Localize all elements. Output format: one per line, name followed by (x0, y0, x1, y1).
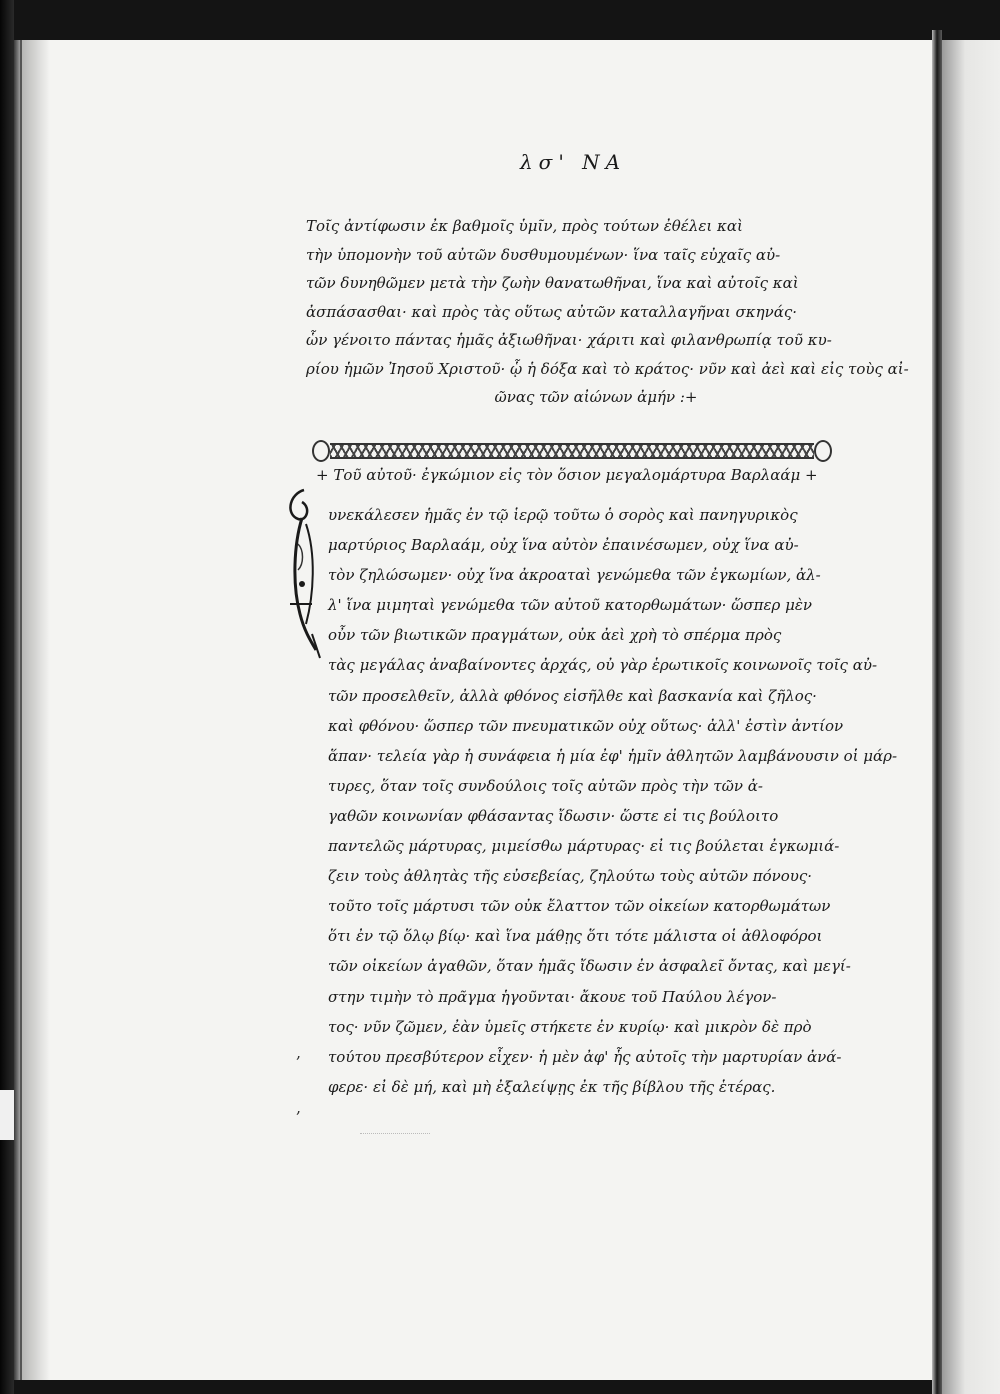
text-line: οὖν τῶν βιωτικῶν πραγμάτων, οὐκ ἀεὶ χρὴ τὸ σπέρμα πρὸς (328, 626, 782, 645)
folio-number: λσ' ΝΑ (520, 150, 627, 174)
text-line: λ' ἵνα μιμηταὶ γενώμεθα τῶν αὐτοῦ κατορθωμάτων· ὥσπερ μὲν (328, 596, 813, 615)
text-line: τὸν ζηλώσωμεν· οὐχ ἵνα ἀκροαταὶ γενώμεθα τῶν ἐγκωμίων, ἀλ- (328, 566, 821, 585)
folio-shadow (22, 40, 50, 1380)
margin-mark: , (296, 1043, 302, 1062)
faint-offset-trace (360, 1125, 430, 1134)
text-line: τῶν οἰκείων ἀγαθῶν, ὅταν ἡμᾶς ἴδωσιν ἐν ἀσφαλεῖ ὄντας, καὶ μεγί- (328, 957, 851, 976)
text-line: φερε· εἰ δὲ μή, καὶ μὴ ἐξαλείψῃς ἐκ τῆς βίβλου τῆς ἑτέρας. (328, 1077, 776, 1096)
text-line: Τοῖς ἀντίφωσιν ἐκ βαθμοῖς ὑμῖν, πρὸς τούτων ἐθέλει καὶ (306, 217, 743, 235)
binding-edge-left (0, 0, 14, 1394)
text-line: υνεκάλεσεν ἡμᾶς ἐν τῷ ἱερῷ τοῦτω ὁ σορὸς καὶ πανηγυρικὸς (328, 506, 798, 524)
text-block-encomium (328, 500, 898, 1102)
text-line: ἅπαν· τελεία γὰρ ἡ συνάφεια ἡ μία ἐφ' ἡμῖν ἀθλητῶν λαμβάνουσιν οἱ μάρ- (328, 746, 898, 765)
ornament-band (330, 443, 814, 459)
text-line: τῶν δυνηθῶμεν μετὰ τὴν ζωὴν θανατωθῆναι, ἵνα καὶ αὐτοῖς καὶ (306, 274, 799, 292)
facing-page-edge (942, 40, 1000, 1394)
text-line: μαρτύριος Βαρλαάμ, οὐχ ἵνα αὐτὸν ἐπαινέσωμεν, οὐχ ἵνα αὐ- (328, 536, 799, 555)
text-line: τυρες, ὅταν τοῖς συνδούλοις τοῖς αὐτῶν πρὸς τὴν τῶν ἀ- (328, 776, 763, 795)
text-line: στην τιμὴν τὸ πρᾶγμα ἡγοῦνται· ἄκουε τοῦ Παύλου λέγον- (328, 987, 777, 1006)
text-line: τὰς μεγάλας ἀναβαίνοντες ἀρχάς, οὐ γὰρ ἑρωτικοῖς κοινωνοῖς τοῖς αὐ- (328, 656, 878, 675)
ornament-cap-right (814, 440, 832, 462)
book-gutter (932, 30, 942, 1394)
headpiece-ornament (312, 440, 832, 462)
section-heading: + Τοῦ αὐτοῦ· ἐγκώμιον εἰς τὸν ὅσιον μεγαλομάρτυρα Βαρλαάμ + (316, 466, 818, 484)
text-line: ζειν τοὺς ἀθλητὰς τῆς εὐσεβείας, ζηλούτω τοὺς αὐτῶν πόνους· (328, 867, 813, 886)
text-block-closing (306, 212, 909, 412)
ornament-cap-left (312, 440, 330, 462)
text-line: ἀσπάσασθαι· καὶ πρὸς τὰς οὕτως αὐτῶν καταλλαγῆναι σκηνάς· (306, 302, 798, 321)
text-line: ρίου ἡμῶν Ἰησοῦ Χριστοῦ· ᾧ ἡ δόξα καὶ τὸ κράτος· νῦν καὶ ἀεὶ καὶ εἰς τοὺς αἰ- (306, 359, 909, 378)
text-line: ὧν γένοιτο πάντας ἡμᾶς ἀξιωθῆναι· χάριτι καὶ φιλανθρωπίᾳ τοῦ κυ- (306, 331, 832, 349)
text-line: γαθῶν κοινωνίαν φθάσαντας ἴδωσιν· ὥστε εἰ τις βούλοιτο (328, 806, 779, 825)
decorated-initial-sigma (276, 484, 328, 662)
text-line: καὶ φθόνου· ὥσπερ τῶν πνευματικῶν οὐχ οὕτως· ἀλλ' ἐστὶν ἀντίον (328, 716, 844, 735)
text-line: παντελῶς μάρτυρας, μιμείσθω μάρτυρας· εἰ τις βούλεται ἐγκωμιά- (328, 837, 840, 856)
text-line: τούτου πρεσβύτερον εἶχεν· ἡ μὲν ἀφ' ἧς αὐτοῖς τὴν μαρτυρίαν ἀνά- (328, 1047, 842, 1066)
text-line: ὅτι ἐν τῷ ὅλῳ βίῳ· καὶ ἵνα μάθῃς ὅτι τότε μάλιστα οἱ ἀθλοφόροι (328, 927, 823, 946)
text-line: τῶν προσελθεῖν, ἀλλὰ φθόνος εἰσῆλθε καὶ βασκανία καὶ ζῆλος· (328, 686, 817, 705)
text-line: τὴν ὑπομονὴν τοῦ αὐτῶν δυσθυμουμένων· ἵνα ταῖς εὐχαῖς αὐ- (306, 245, 781, 264)
margin-mark: , (296, 1098, 302, 1117)
text-line: τος· νῦν ζῶμεν, ἐὰν ὑμεῖς στήκετε ἐν κυρίῳ· καὶ μικρὸν δὲ πρὸ (328, 1017, 812, 1036)
text-line: τοῦτο τοῖς μάρτυσι τῶν οὐκ ἔλαττον τῶν οἰκείων κατορθωμάτων (328, 897, 831, 916)
left-edge-highlight (0, 1090, 14, 1140)
text-line-final: ῶνας τῶν αἰώνων ἀμήν :+ (494, 388, 698, 406)
